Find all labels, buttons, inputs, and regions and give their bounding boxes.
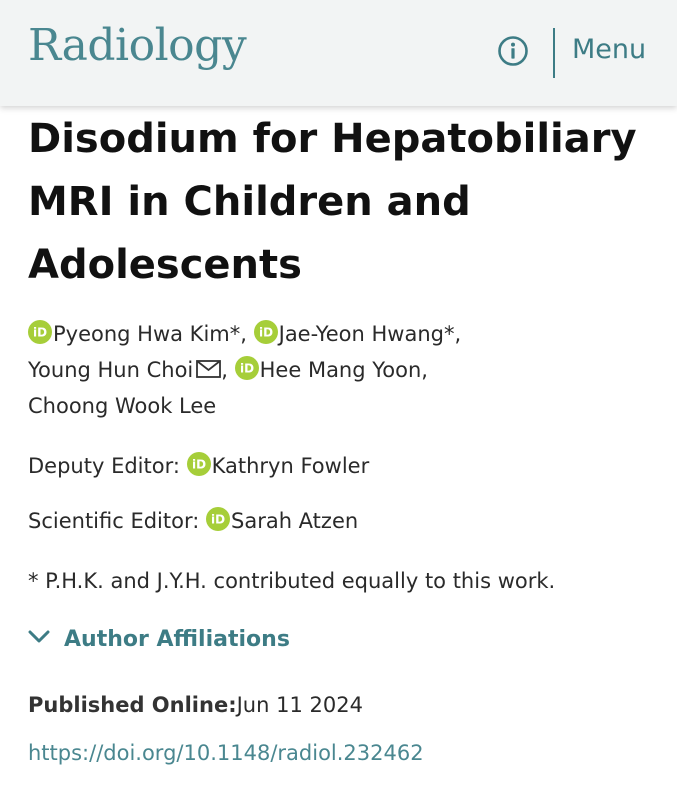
orcid-icon[interactable]: [28, 320, 52, 344]
deputy-editor-label: Deputy Editor:: [28, 454, 180, 478]
author-suffix: *,: [229, 322, 247, 346]
author-name[interactable]: Young Hun Choi: [28, 358, 194, 382]
doi-link[interactable]: https://doi.org/10.1148/radiol.232462: [28, 741, 424, 765]
orcid-icon[interactable]: [254, 320, 278, 344]
published-date: Jun 11 2024: [236, 693, 363, 717]
deputy-editor-name[interactable]: Kathryn Fowler: [211, 454, 370, 478]
published-online: [28, 690, 363, 720]
author-suffix: ,: [221, 358, 228, 382]
article-title: Disodium for Hepatobiliary MRI in Children and Adolescents: [28, 116, 637, 288]
deputy-editor: [28, 451, 369, 481]
svg-text:iD: iD: [210, 512, 226, 527]
menu-button[interactable]: Menu: [572, 34, 647, 65]
author-name[interactable]: Pyeong Hwa Kim: [53, 322, 230, 346]
scientific-editor-label: Scientific Editor:: [28, 509, 200, 533]
svg-text:iD: iD: [191, 457, 206, 472]
author-name[interactable]: Jae-Yeon Hwang: [278, 322, 444, 346]
author-affiliations-label: Author Affiliations: [64, 627, 290, 652]
svg-text:iD: iD: [32, 325, 48, 340]
orcid-icon[interactable]: [235, 356, 259, 380]
author-list: [28, 316, 658, 424]
scientific-editor-name[interactable]: Sarah Atzen: [231, 509, 359, 533]
svg-text:iD: iD: [239, 361, 254, 376]
published-label: Published Online:: [28, 693, 237, 717]
radiology-logo[interactable]: Radiology: [28, 20, 247, 71]
author-name[interactable]: Choong Wook Lee: [28, 394, 217, 418]
chevron-down-icon: [28, 630, 50, 644]
header-divider: [553, 28, 555, 78]
orcid-icon[interactable]: [206, 507, 230, 531]
author-suffix: ,: [421, 358, 428, 382]
svg-text:iD: iD: [258, 325, 273, 340]
author-affiliations-toggle[interactable]: [28, 625, 290, 655]
mail-icon[interactable]: [196, 360, 221, 378]
contribution-note: * P.H.K. and J.Y.H. contributed equally to this work.: [28, 569, 556, 593]
author-suffix: *,: [443, 322, 462, 346]
scientific-editor: [28, 506, 358, 536]
site-header: [0, 0, 677, 106]
orcid-icon[interactable]: [187, 452, 211, 476]
author-name[interactable]: Hee Mang Yoon: [259, 358, 422, 382]
info-icon[interactable]: [497, 35, 529, 67]
